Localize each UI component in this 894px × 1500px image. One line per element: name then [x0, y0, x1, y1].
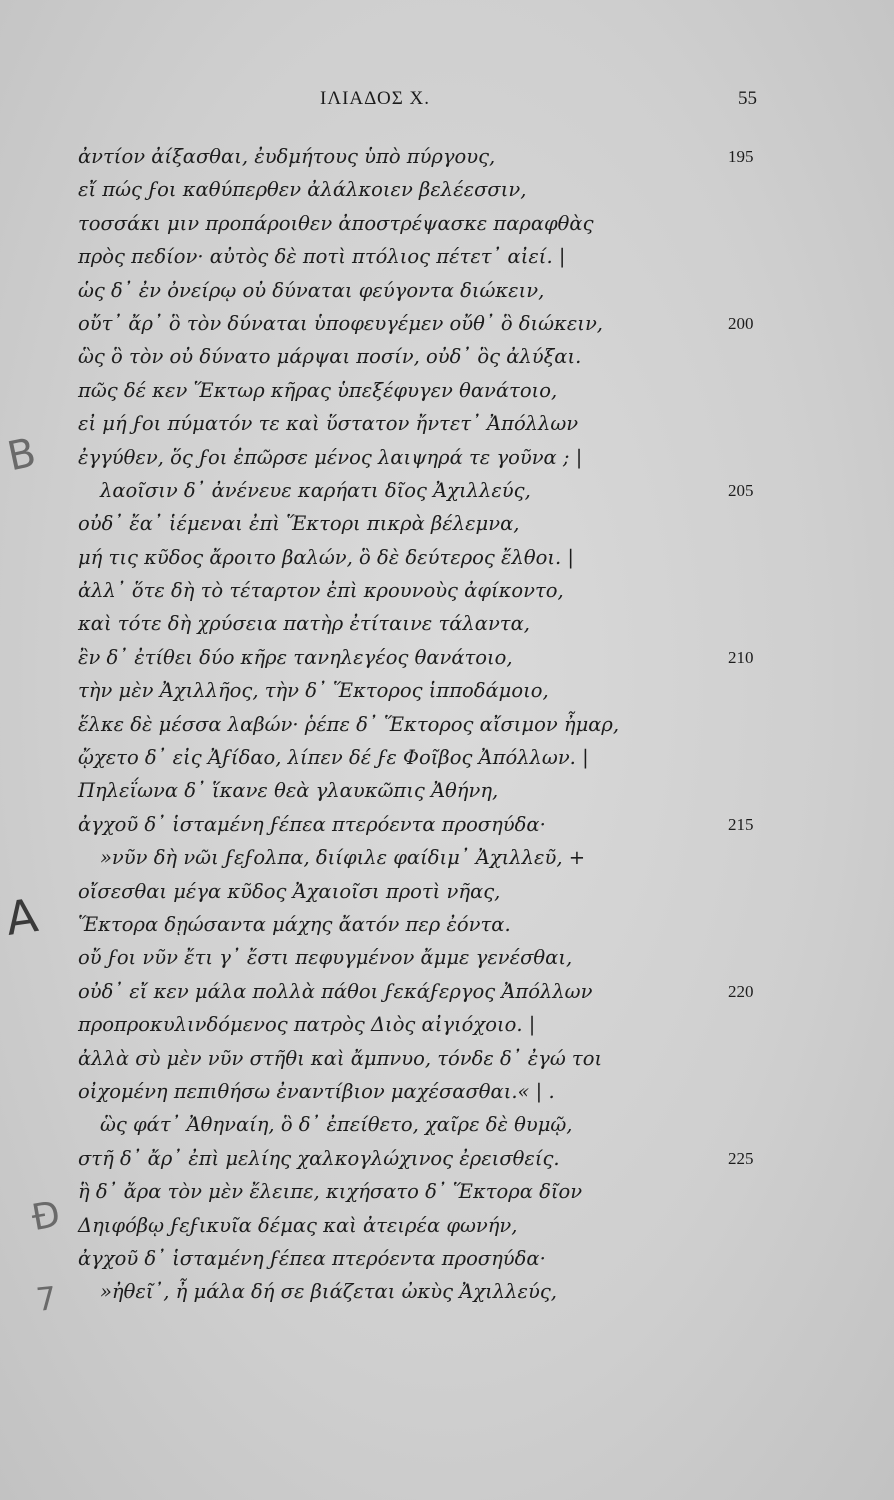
- verse-text: τοσσάκι μιν προπάροιθεν ἀποστρέψασκε παραφθὰς: [78, 211, 594, 235]
- verse-line: [0, 279, 894, 312]
- verse-line: [0, 646, 894, 679]
- verse-line: [0, 746, 894, 779]
- verse-text: λαοῖσιν δ᾽ ἀνένευε καρήατι δῖος Ἀχιλλεύς,: [100, 478, 531, 502]
- page-title: ΙΛΙΑΔΟΣ Χ.: [320, 88, 431, 109]
- verse-text: Δηιφόβῳ ϝεϝικυῖα δέμας καὶ ἀτειρέα φωνήν,: [78, 1213, 518, 1237]
- verse-line: [0, 813, 894, 846]
- verse-line: [0, 1280, 894, 1313]
- verse-line: [0, 1247, 894, 1280]
- verse-text: ᾤχετο δ᾽ εἰς Ἀϝίδαο, λίπεν δέ ϝε Φοῖβος Ἀπόλλων. |: [78, 746, 589, 770]
- verse-text: »νῦν δὴ νῶι ϝεϝολπα, διίφιλε φαίδιμ᾽ Ἀχιλλεῦ, +: [100, 846, 586, 870]
- verse-line: [0, 1047, 894, 1080]
- verse-line: [0, 846, 894, 879]
- verse-text: »ἠθεῖ᾽, ἦ μάλα δή σε βιάζεται ὠκὺς Ἀχιλλεύς,: [100, 1280, 557, 1304]
- margin-annotation-seven: 7: [34, 1279, 59, 1319]
- verse-text: οὔτ᾽ ἄρ᾽ ὃ τὸν δύναται ὑποφευγέμεν οὔθ᾽ ὃ διώκειν,: [78, 311, 603, 335]
- verse-text: ἣ δ᾽ ἄρα τὸν μὲν ἔλειπε, κιχήσατο δ᾽ Ἕκτορα δῖον: [78, 1180, 583, 1204]
- verse-text: ἀντίον ἀίξασθαι, ἐυδμήτους ὑπὸ πύργους,: [78, 145, 496, 168]
- verse-line: [0, 1180, 894, 1213]
- verse-text: ἀγχοῦ δ᾽ ἱσταμένη ϝέπεα πτερόεντα προσηύδα·: [78, 812, 546, 836]
- verse-line: [0, 312, 894, 345]
- verse-text: στῆ δ᾽ ἄρ᾽ ἐπὶ μελίης χαλκογλώχινος ἐρεισθείς.: [78, 1146, 560, 1170]
- verse-line: [0, 880, 894, 913]
- margin-annotation-d: Ð: [28, 1193, 64, 1240]
- running-head: [0, 88, 894, 114]
- verse-line: [0, 446, 894, 479]
- verse-line: [0, 1214, 894, 1247]
- verse-line: [0, 212, 894, 245]
- page-number: 55: [738, 88, 757, 109]
- verse-text: οὐδ᾽ ἔα᾽ ἱέμεναι ἐπὶ Ἕκτορι πικρὰ βέλεμνα,: [78, 512, 520, 536]
- verse-text: οὐδ᾽ εἴ κεν μάλα πολλὰ πάθοι ϝεκάϝεργος Ἀπόλλων: [78, 979, 593, 1003]
- verse-text: πρὸς πεδίον· αὐτὸς δὲ ποτὶ πτόλιος πέτετ᾽ αἰεί. |: [78, 245, 566, 269]
- verse-line: [0, 345, 894, 378]
- verse-line: [0, 1147, 894, 1180]
- verse-text: τὴν μὲν Ἀχιλλῆος, τὴν δ᾽ Ἕκτορος ἱπποδάμοιο,: [78, 679, 549, 703]
- verse-text: ὣς φάτ᾽ Ἀθηναίη, ὃ δ᾽ ἐπείθετο, χαῖρε δὲ θυμῷ,: [100, 1113, 573, 1137]
- verse-text: ὣς ὃ τὸν οὐ δύνατο μάρψαι ποσίν, οὐδ᾽ ὃς ἀλύξαι.: [78, 345, 582, 369]
- verse-line: [0, 178, 894, 211]
- line-number: 195: [728, 147, 754, 166]
- verse-line: [0, 913, 894, 946]
- verse-text: ἀλλ᾽ ὅτε δὴ τὸ τέταρτον ἐπὶ κρουνοὺς ἀφίκοντο,: [78, 579, 564, 603]
- verse-line: [0, 1080, 894, 1113]
- line-number: 220: [728, 981, 754, 1001]
- verse-text: Ἕκτορα δῃώσαντα μάχης ἄατόν περ ἐόντα.: [78, 912, 511, 936]
- verse-line: [0, 379, 894, 412]
- verse-text: ἒν δ᾽ ἐτίθει δύο κῆρε τανηλεγέος θανάτοιο,: [78, 645, 513, 669]
- line-number: 210: [728, 647, 754, 667]
- verse-text: ἀλλὰ σὺ μὲν νῦν στῆθι καὶ ἄμπνυο, τόνδε δ᾽ ἐγώ τοι: [78, 1046, 603, 1070]
- verse-line: [0, 245, 894, 278]
- line-number: 205: [728, 480, 754, 500]
- verse-line: [0, 946, 894, 979]
- verse-line: [0, 1113, 894, 1146]
- verse-text: ἕλκε δὲ μέσσα λαβών· ῥέπε δ᾽ Ἕκτορος αἴσιμον ἦμαρ,: [78, 712, 620, 736]
- line-number: 215: [728, 814, 754, 834]
- verse-line: [0, 980, 894, 1013]
- verse-text: εἰ μή ϝοι πύματόν τε καὶ ὕστατον ἤντετ᾽ Ἀπόλλων: [78, 412, 579, 436]
- verse-line: [0, 1013, 894, 1046]
- verse-text: ἀγχοῦ δ᾽ ἱσταμένη ϝέπεα πτερόεντα προσηύδα·: [78, 1246, 546, 1270]
- verse-text: προπροκυλινδόμενος πατρὸς Διὸς αἰγιόχοιο. |: [78, 1013, 536, 1037]
- verse-block: [0, 145, 894, 1314]
- verse-text: πῶς δέ κεν Ἕκτωρ κῆρας ὑπεξέφυγεν θανάτοιο,: [78, 378, 558, 402]
- verse-line: [0, 612, 894, 645]
- verse-text: μή τις κῦδος ἄροιτο βαλών, ὃ δὲ δεύτερος ἔλθοι. |: [78, 545, 574, 569]
- line-number: 200: [728, 313, 754, 333]
- verse-text: καὶ τότε δὴ χρύσεια πατὴρ ἐτίταινε τάλαντα,: [78, 612, 530, 636]
- verse-text: ἐγγύθεν, ὅς ϝοι ἐπῶρσε μένος λαιψηρά τε γοῦνα ; |: [78, 445, 583, 469]
- verse-text: οἰχομένη πεπιθήσω ἐναντίβιον μαχέσασθαι.« | .: [78, 1079, 555, 1103]
- verse-text: ὡς δ᾽ ἐν ὀνείρῳ οὐ δύναται φεύγοντα διώκειν,: [78, 278, 545, 302]
- verse-line: [0, 713, 894, 746]
- verse-line: [0, 579, 894, 612]
- verse-text: οὔ ϝοι νῦν ἔτι γ᾽ ἔστι πεφυγμένον ἄμμε γενέσθαι,: [78, 946, 573, 970]
- verse-line: [0, 145, 894, 178]
- verse-line: [0, 679, 894, 712]
- verse-line: [0, 512, 894, 545]
- verse-text: Πηλεΐωνα δ᾽ ἵκανε θεὰ γλαυκῶπις Ἀθήνη,: [78, 779, 499, 803]
- margin-annotation-b: B: [3, 429, 40, 481]
- line-number: 225: [728, 1148, 754, 1168]
- verse-line: [0, 412, 894, 445]
- verse-text: εἴ πώς ϝοι καθύπερθεν ἀλάλκοιεν βελέεσσιν,: [78, 178, 527, 202]
- verse-line: [0, 546, 894, 579]
- margin-annotation-a: A: [2, 888, 42, 946]
- verse-line: [0, 479, 894, 512]
- verse-text: οἴσεσθαι μέγα κῦδος Ἀχαιοῖσι προτὶ νῆας,: [78, 879, 501, 903]
- verse-line: [0, 779, 894, 812]
